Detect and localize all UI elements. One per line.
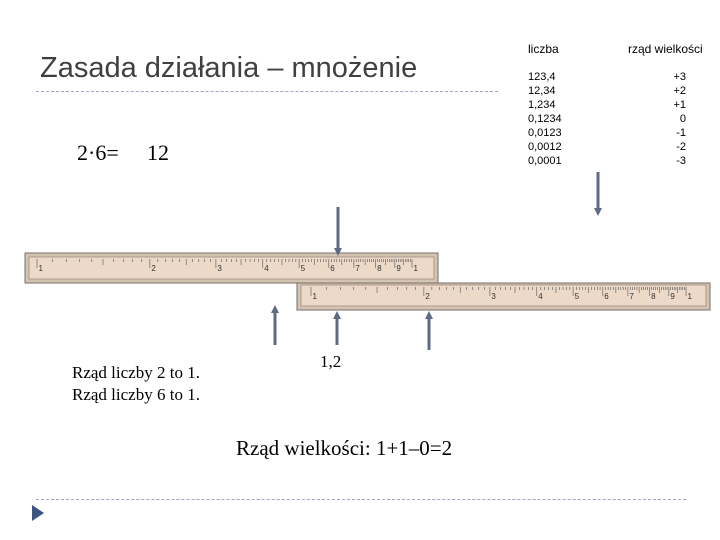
equation-left: 2·6= <box>77 140 119 165</box>
ruler-tick-label: 8 <box>651 292 656 301</box>
ruler-tick-label: 5 <box>300 264 306 273</box>
notes <box>72 362 200 406</box>
table-cell: 0,0012 <box>528 141 562 153</box>
ruler-tick-label: 4 <box>264 264 269 273</box>
table-cell: 12,34 <box>528 85 556 97</box>
ruler-tick-label: 7 <box>629 292 634 301</box>
table-cell: 0,0123 <box>528 127 562 139</box>
slide-title: Zasada działania – mnożenie <box>40 52 418 84</box>
bullet-arrow-icon <box>32 505 44 521</box>
ruler-tick-label: 4 <box>538 292 543 301</box>
ruler-tick-label: 1 <box>687 292 692 301</box>
ruler-tick-label: 3 <box>217 264 222 273</box>
ruler-tick-label: 7 <box>355 264 360 273</box>
ruler-tick-label: 2 <box>151 264 156 273</box>
table-cell: +2 <box>673 85 686 97</box>
ruler-tick-label: 2 <box>425 292 430 301</box>
ruler-tick-label: 3 <box>491 292 496 301</box>
magnitude-formula: Rząd wielkości: 1+1–0=2 <box>236 436 453 460</box>
ruler-tick-label: 9 <box>670 292 675 301</box>
ruler-tick-label: 5 <box>574 292 580 301</box>
table-cell: -3 <box>676 155 686 167</box>
ruler-tick-label: 1 <box>312 292 317 301</box>
footer-divider <box>36 499 686 500</box>
table-cell: 0,0001 <box>528 155 562 167</box>
answer-label: 1,2 <box>320 352 342 371</box>
note-line: Rząd liczby 2 to 1. <box>72 363 200 382</box>
table-cell: 1,234 <box>528 99 556 111</box>
table-cell: -1 <box>676 127 686 139</box>
equation-result: 12 <box>147 140 169 165</box>
header-liczba: liczba <box>528 42 559 56</box>
table-cell: 0,1234 <box>528 113 562 125</box>
ruler-tick-label: 9 <box>396 264 401 273</box>
ruler-tick-label: 6 <box>604 292 609 301</box>
ruler-tick-label: 1 <box>413 264 418 273</box>
table-cell: +1 <box>673 99 686 111</box>
ruler-tick-label: 1 <box>38 264 43 273</box>
note-line: Rząd liczby 6 to 1. <box>72 385 200 404</box>
table-cell: -2 <box>676 141 686 153</box>
table-cell: 123,4 <box>528 71 556 83</box>
ruler-tick-label: 8 <box>377 264 382 273</box>
ruler-tick-label: 6 <box>330 264 335 273</box>
table-cell: 0 <box>679 113 686 125</box>
header-rzad-wielkosci: rząd wielkości <box>628 42 703 56</box>
table-cell: +3 <box>673 71 686 83</box>
